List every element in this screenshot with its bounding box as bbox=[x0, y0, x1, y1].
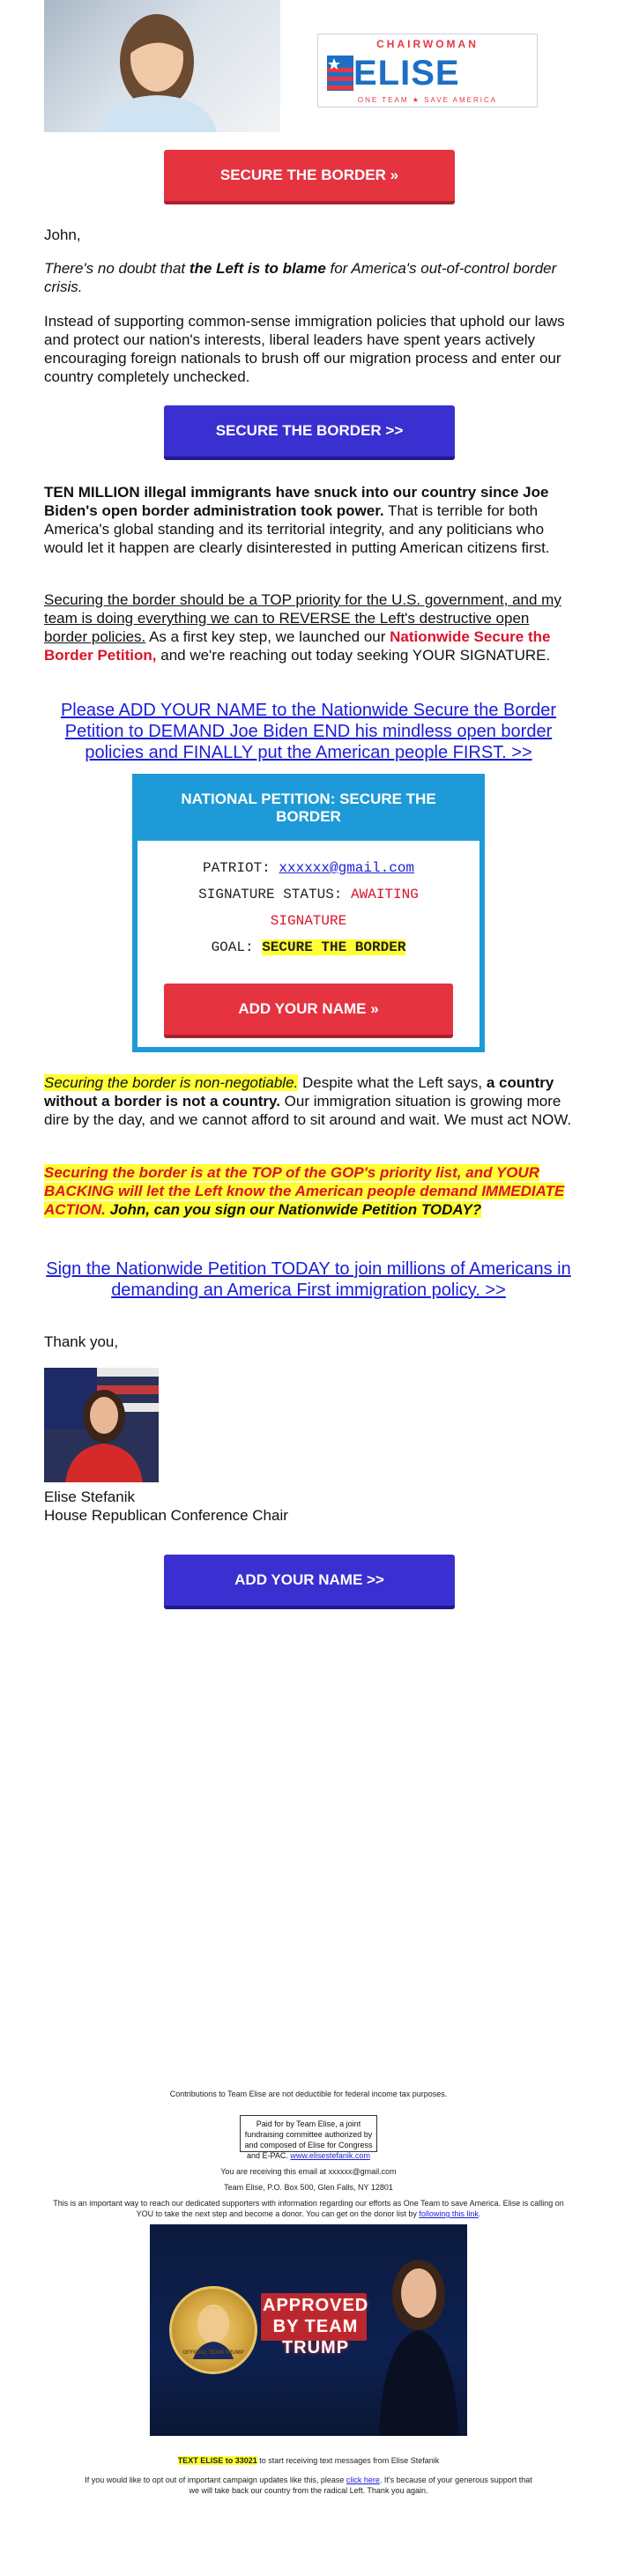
p3-text-b: That is terrible for both America's global standing and its territorial integrity, and any politicians who would let it happen are clearly disinterested in putting American citizens first. bbox=[44, 502, 550, 556]
p4-text-b: As a first key step, we launched our bbox=[145, 628, 390, 645]
add-name-petition-link[interactable]: Please ADD YOUR NAME to the Nationwide Secure the Border Petition to DEMAND Joe Biden END his mindless open border policies and FINALLY put the American people FIRST. >> bbox=[60, 701, 557, 762]
p5-text-highlight: Securing the border is non-negotiable. bbox=[44, 1074, 299, 1091]
p4-text-d: and we're reaching out today seeking YOUR SIGNATURE. bbox=[156, 647, 551, 664]
add-name-button-final[interactable]: ADD YOUR NAME >> bbox=[164, 1555, 455, 1609]
tax-disclaimer: Contributions to Team Elise are not deductible for federal income tax purposes. bbox=[169, 2090, 448, 2098]
flag-icon bbox=[327, 56, 353, 91]
p5-text-bold: a country without a border is not a country. bbox=[44, 1074, 554, 1110]
add-name-button-petition[interactable]: ADD YOUR NAME » bbox=[164, 984, 453, 1038]
paragraph-6 bbox=[44, 1163, 573, 1219]
important-end: . bbox=[478, 2209, 481, 2218]
p3-text-bold: TEN MILLION illegal immigrants have snuck into our country since Joe Biden's open border administration took power. bbox=[44, 484, 549, 519]
signature-status-row bbox=[138, 881, 479, 934]
signature-title: House Republican Conference Chair bbox=[44, 1507, 288, 1524]
paid-for-text: Paid for by Team Elise, a joint fundraising committee authorized by and composed of Elise for Congress and E-PAC. bbox=[244, 2119, 373, 2160]
website-link[interactable]: www.elisestefanik.com bbox=[290, 2151, 370, 2160]
p6-text-red: Securing the border is at the TOP of the GOP's priority list, and YOUR BACKING will let the Left know the American people demand IMMEDIATE ACTION. bbox=[44, 1164, 565, 1218]
secure-border-button-2[interactable]: SECURE THE BORDER >> bbox=[164, 405, 455, 460]
secure-border-button-top[interactable]: SECURE THE BORDER » bbox=[164, 150, 455, 204]
paragraph-1 bbox=[44, 259, 573, 296]
email-header bbox=[44, 0, 573, 132]
p5-text-d: Our immigration situation is growing more dire by the day, and we cannot afford to sit around and wait. We must act NOW. bbox=[44, 1093, 572, 1128]
approved-by-team-trump-banner[interactable] bbox=[150, 2224, 467, 2436]
opt-out-note bbox=[44, 2475, 573, 2496]
paragraph-3 bbox=[44, 483, 573, 557]
logo-sub-text: ONE TEAM ★ SAVE AMERICA bbox=[357, 96, 498, 104]
p6-text-ask: John, can you sign our Nationwide Petition TODAY? bbox=[105, 1201, 482, 1218]
status-label: SIGNATURE STATUS: bbox=[198, 887, 343, 902]
p1-text-bold: the Left is to blame bbox=[189, 260, 326, 277]
donor-list-link[interactable]: following this link bbox=[419, 2209, 479, 2218]
p4-text-underlined: Securing the border should be a TOP priority for the U.S. government, and my team is doing everything we can to REVERSE the Left's destructive open border policies. bbox=[44, 591, 561, 645]
important-text: This is an important way to reach our dedicated supporters with information regarding our efforts as One Team to save America. Elise is calling on YOU to take the next step and become a donor. You can get on the donor list by bbox=[53, 2199, 564, 2218]
important-note bbox=[44, 2198, 573, 2219]
status-value: AWAITING SIGNATURE bbox=[270, 887, 419, 929]
signature-name: Elise Stefanik bbox=[44, 1488, 135, 1505]
chairwoman-elise-logo bbox=[317, 33, 538, 108]
p1-text-a: There's no doubt that bbox=[44, 260, 190, 277]
paid-for-box bbox=[240, 2115, 377, 2160]
patriot-email[interactable]: xxxxxx@gmail.com bbox=[279, 860, 415, 876]
goal-label: GOAL: bbox=[211, 939, 254, 955]
patriot-label: PATRIOT: bbox=[202, 860, 271, 876]
text-signup bbox=[44, 2455, 573, 2466]
petition-title: NATIONAL PETITION: SECURE THE BORDER bbox=[138, 779, 479, 841]
header-portrait-image bbox=[44, 0, 280, 132]
greeting: John, bbox=[44, 226, 81, 243]
goal-row bbox=[138, 934, 479, 961]
sign-petition-link[interactable]: Sign the Nationwide Petition TODAY to join millions of Americans in demanding an America First immigration policy. >> bbox=[46, 1259, 571, 1300]
patriot-row bbox=[138, 855, 479, 881]
p5-text-b: Despite what the Left says, bbox=[298, 1074, 487, 1091]
receiving-email: You are receiving this email at xxxxxx@gmail.com bbox=[220, 2167, 397, 2176]
optout-text-a: If you would like to opt out of important campaign updates like this, please bbox=[85, 2476, 346, 2484]
logo-main-text: ELISE bbox=[353, 54, 460, 93]
paragraph-5 bbox=[44, 1073, 573, 1129]
optout-text-b: . It's because of your generous support that we will take back our country from the radical Left. Thank you again. bbox=[189, 2476, 532, 2495]
signature-photo bbox=[44, 1368, 159, 1482]
banner-portrait bbox=[370, 2242, 467, 2436]
closing: Thank you, bbox=[44, 1333, 119, 1350]
logo-top-text: CHAIRWOMAN bbox=[376, 38, 479, 50]
mailing-address: Team Elise, P.O. Box 500, Glen Falls, NY 12801 bbox=[224, 2183, 393, 2192]
p4-petition-name: Nationwide Secure the Border Petition, bbox=[44, 628, 551, 664]
paragraph-2: Instead of supporting common-sense immigration policies that uphold our laws and protect our nation's interests, liberal leaders have spent years actively encouraging foreign nationals to brush off our migration process and enter our country completely unchecked. bbox=[44, 313, 565, 385]
p1-text-c: for America's out-of-control border crisis. bbox=[44, 260, 557, 295]
badge-text: OFFICIAL TEAM TRUMP bbox=[182, 2350, 244, 2356]
text-keyword: TEXT ELISE to 33021 bbox=[177, 2456, 257, 2465]
petition-card bbox=[132, 774, 485, 1052]
opt-out-link[interactable]: click here bbox=[346, 2476, 380, 2484]
team-trump-badge bbox=[169, 2286, 257, 2374]
text-signup-b: to start receiving text messages from Elise Stefanik bbox=[256, 2456, 440, 2465]
goal-value: SECURE THE BORDER bbox=[262, 939, 406, 955]
approved-text: APPROVED BY TEAM TRUMP bbox=[263, 2296, 369, 2357]
paragraph-4 bbox=[44, 590, 573, 664]
